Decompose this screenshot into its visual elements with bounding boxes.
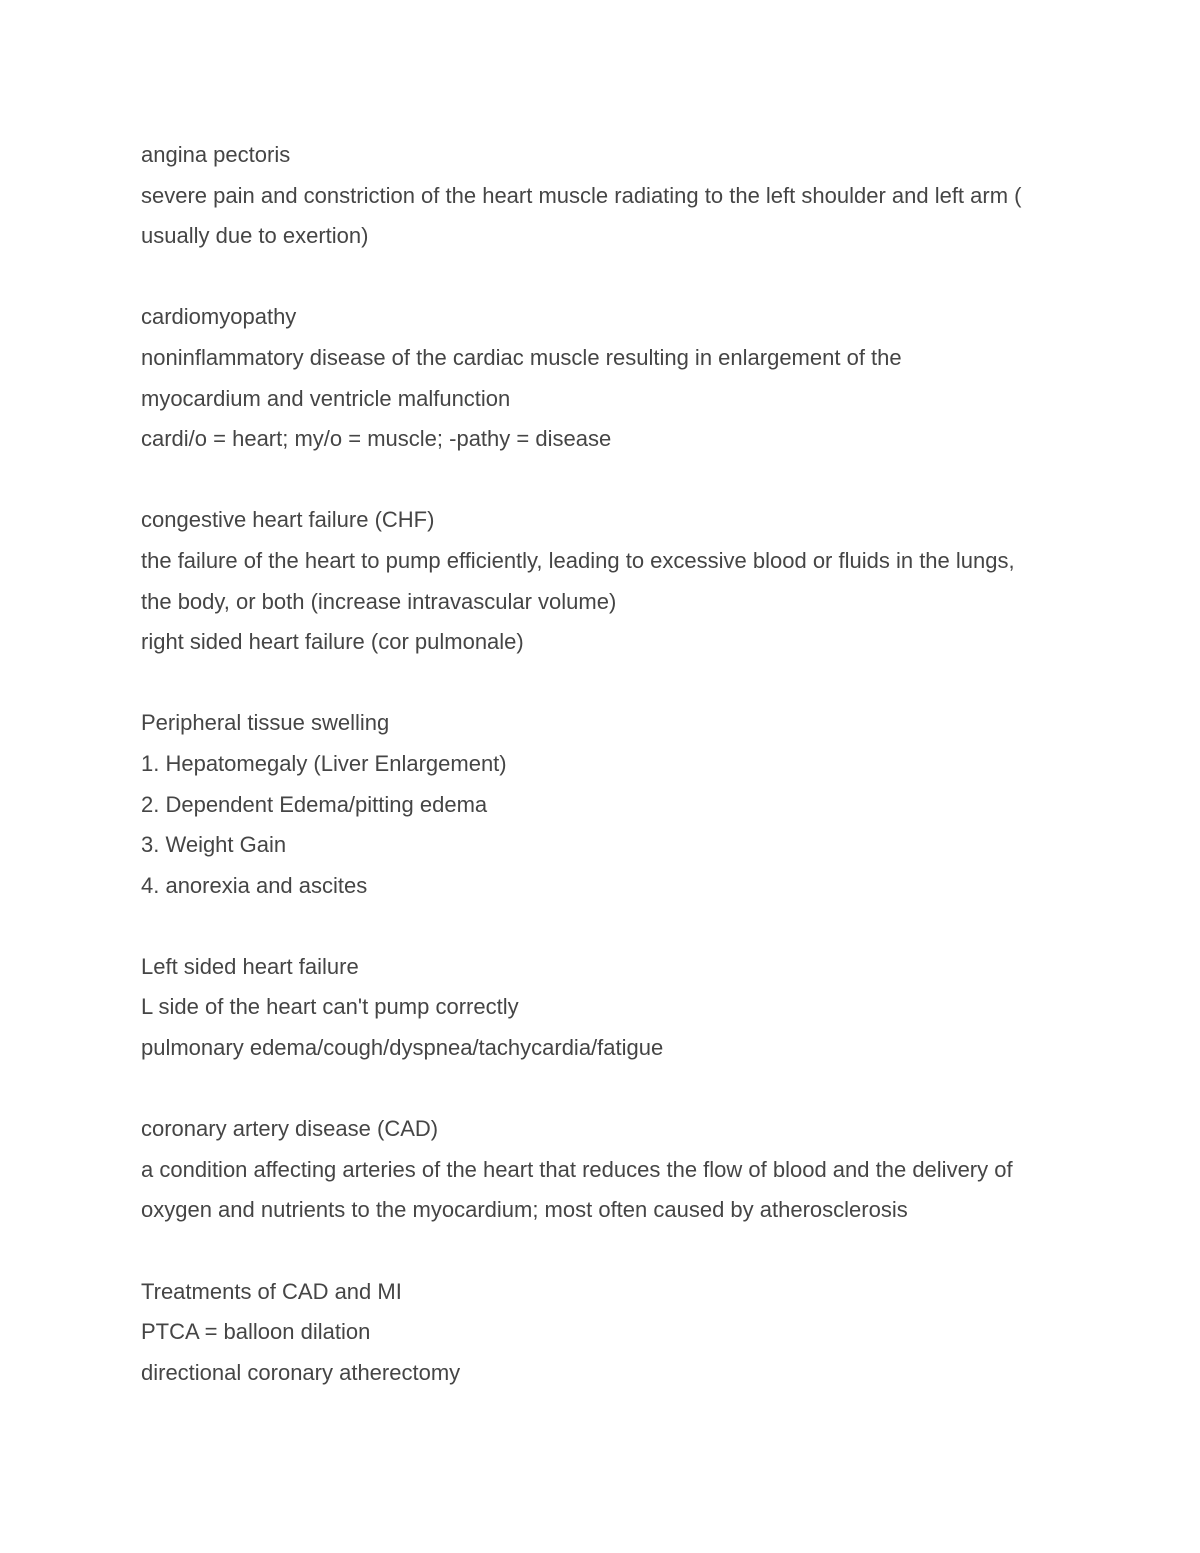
list-item: 2. Dependent Edema/pitting edema xyxy=(141,791,488,817)
entry-treatments-cad-mi xyxy=(141,1272,1071,1394)
entry-congestive-heart-failure xyxy=(141,500,1071,662)
term-heading: Left sided heart failure xyxy=(141,953,359,979)
term-heading: coronary artery disease (CAD) xyxy=(141,1116,439,1142)
definition-line: the failure of the heart to pump efficiently, leading to excessive blood or fluids in the lungs, the body, or both (increase intravascular volume) xyxy=(141,547,1015,614)
definition-line: a condition affecting arteries of the heart that reduces the flow of blood and the delivery of oxygen and nutrients to the myocardium; most often caused by atherosclerosis xyxy=(141,1156,1013,1223)
entry-angina-pectoris xyxy=(141,135,1071,257)
term-heading: congestive heart failure (CHF) xyxy=(141,507,435,533)
document-page xyxy=(141,135,1071,1434)
definition-line: noninflammatory disease of the cardiac muscle resulting in enlargement of the myocardium and ventricle malfunction xyxy=(141,344,902,411)
entry-coronary-artery-disease xyxy=(141,1109,1071,1231)
entry-cardiomyopathy xyxy=(141,297,1071,459)
definition-line: severe pain and constriction of the heart muscle radiating to the left shoulder and left arm ( usually due to exertion) xyxy=(141,182,1022,249)
list-item: 3. Weight Gain xyxy=(141,832,287,858)
list-item: 4. anorexia and ascites xyxy=(141,872,368,898)
term-heading: cardiomyopathy xyxy=(141,304,297,330)
definition-line: PTCA = balloon dilation xyxy=(141,1319,371,1345)
definition-line: pulmonary edema/cough/dyspnea/tachycardia/fatigue xyxy=(141,1035,664,1061)
term-heading: Treatments of CAD and MI xyxy=(141,1278,402,1304)
definition-line: right sided heart failure (cor pulmonale) xyxy=(141,629,524,655)
entry-left-sided-heart-failure xyxy=(141,947,1071,1069)
definition-line: cardi/o = heart; my/o = muscle; -pathy = disease xyxy=(141,426,612,452)
term-heading: Peripheral tissue swelling xyxy=(141,710,390,736)
definition-line: L side of the heart can't pump correctly xyxy=(141,994,519,1020)
list-item: 1. Hepatomegaly (Liver Enlargement) xyxy=(141,750,507,776)
term-heading: angina pectoris xyxy=(141,142,291,167)
definition-line: directional coronary atherectomy xyxy=(141,1359,461,1385)
entry-peripheral-tissue-swelling xyxy=(141,703,1071,906)
